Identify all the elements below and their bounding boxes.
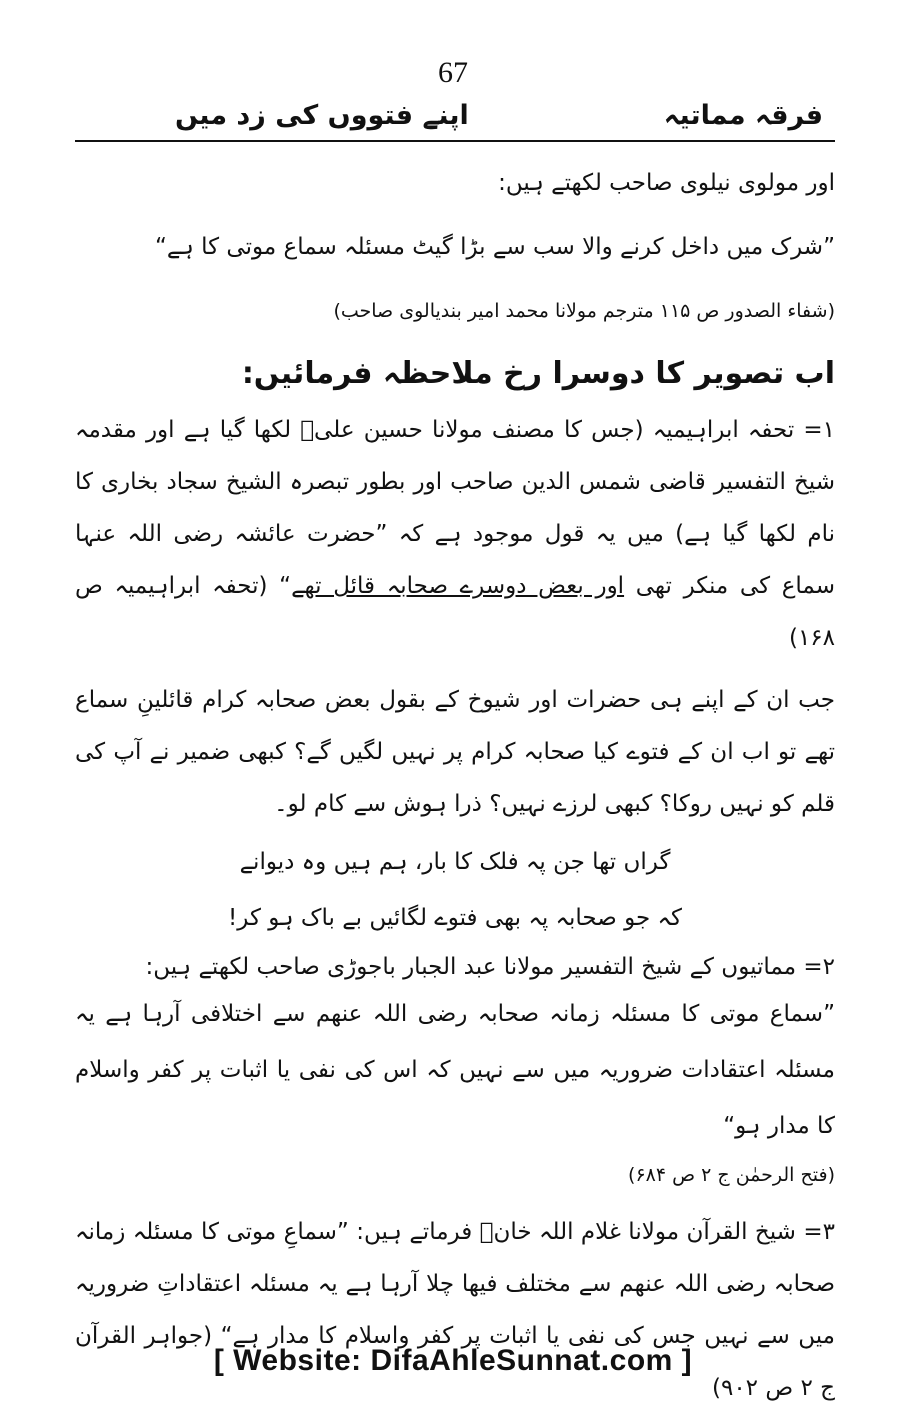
page-number: 67 (438, 56, 468, 89)
item-2-reference: (فتح الرحمٰن ج ۲ ص ۶۸۴) (628, 1164, 835, 1186)
item-1-paragraph (75, 404, 835, 664)
website-footer: [ Website: DifaAhleSunnat.com ] (213, 1344, 693, 1377)
item-1-text-a: ۱= تحفہ ابراہیمیہ (جس کا مصنف مولانا حسین علیؒ لکھا گیا ہے اور مقدمہ شیخ التفسیر قاضی شمس الدین صاحب اور بطور تبصرہ الشیخ سجاد بخاری کا نام لکھا گیا ہے) میں یہ قول موجود ہے کہ ”حضرت عائشہ رضی اللہ عنہا سماع کی منکر تھی (75, 417, 835, 599)
quote-1: ”شرک میں داخل کرنے والا سب سے بڑا گیٹ مسئلہ سماع موتی کا ہے“ (154, 234, 835, 260)
item-2-quote: ”سماع موتی کا مسئلہ زمانہ صحابہ رضی اللہ عنھم سے اختلافی آرہا ہے یہ مسئلہ اعتقادات ضروریہ میں سے نہیں کہ اس کی نفی یا اثبات پر کفر واسلام کا مدار ہو“ (75, 1001, 835, 1139)
chapter-subtitle: اپنے فتووں کی زد میں (175, 100, 469, 131)
poem-line-2: کہ جو صحابہ پہ بھی فتوے لگائیں بے باک ہو کر! (228, 905, 682, 931)
item-1-text-b: “ (تحفہ ابراہیمیہ ص ۱۶۸) (75, 573, 835, 651)
section-heading: اب تصویر کا دوسرا رخ ملاحظہ فرمائیں: (241, 356, 835, 391)
intro-line: اور مولوی نیلوی صاحب لکھتے ہیں: (498, 170, 835, 196)
poem (75, 834, 835, 946)
item-2-intro: ۲= مماتیوں کے شیخ التفسیر مولانا عبد الجبار باجوڑی صاحب لکھتے ہیں: (145, 954, 835, 980)
poem-line-1: گراں تھا جن پہ فلک کا بار، ہم ہیں وہ دیوانے (239, 849, 671, 875)
paragraph-2: جب ان کے اپنے ہی حضرات اور شیوخ کے بقول بعض صحابہ کرام قائلینِ سماع تھے تو اب ان کے فتوے کیا صحابہ کرام پر نہیں لگیں گے؟ کبھی ضمیر نے آپ کی قلم کو نہیں روکا؟ کبھی لرزے نہیں؟ ذرا ہوش سے کام لو۔ (75, 687, 835, 817)
reference-1: (شفاء الصدور ص ۱۱۵ مترجم مولانا محمد امیر بندیالوی صاحب) (333, 300, 835, 322)
item-3-paragraph: ۳= شیخ القرآن مولانا غلام اللہ خانؒ فرماتے ہیں: ”سماعِ موتی کا مسئلہ زمانہ صحابہ رضی اللہ عنھم سے مختلف فیھا چلا آرہا ہے یہ مسئلہ اعتقاداتِ ضروریہ میں سے نہیں جس کی نفی یا اثبات پر کفر واسلام کا مدار ہے“ (جواہر القرآن ج ۲ ص ۹۰۲) (75, 1219, 835, 1401)
page-header (75, 96, 835, 142)
book-title: فرقہ مماتیہ (663, 100, 823, 131)
page-body (75, 160, 835, 1414)
item-1-underlined-text: اور بعض دوسرے صحابہ قائل تھے (291, 573, 625, 599)
